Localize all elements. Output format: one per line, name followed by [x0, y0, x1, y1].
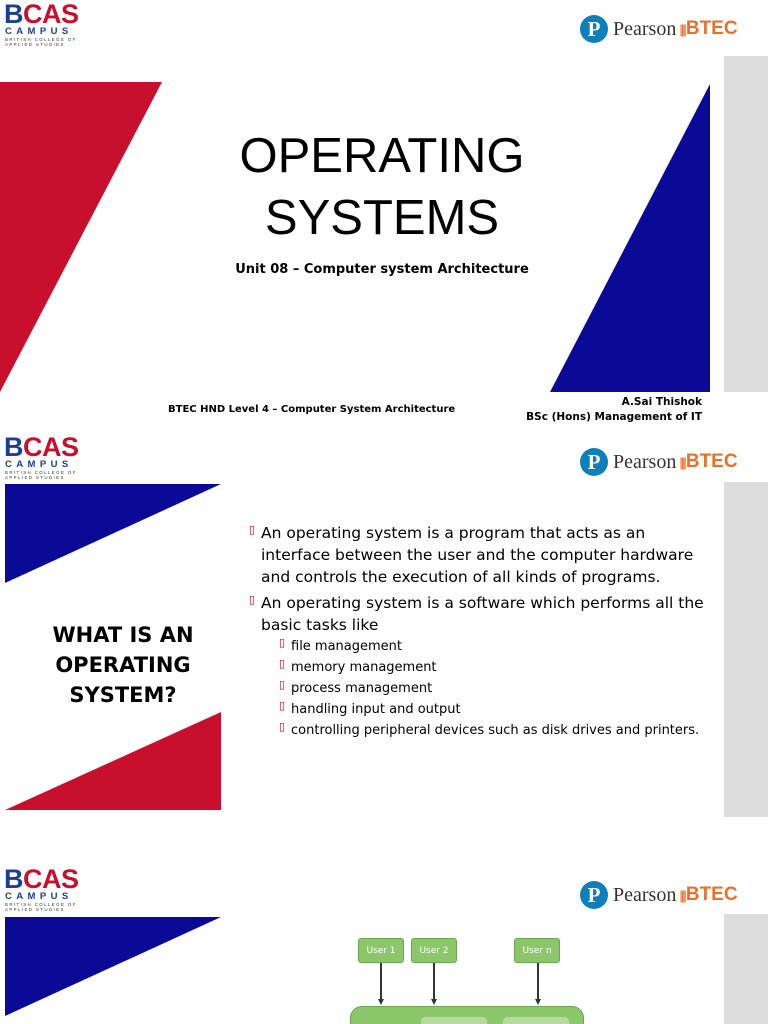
operating-system-box	[350, 1006, 584, 1024]
logo-tagline-2: APPLIED STUDIES	[5, 907, 65, 912]
slide-heading	[30, 620, 216, 710]
arrow-line	[537, 963, 539, 1000]
slide-subtitle: Unit 08 – Computer system Architecture	[235, 262, 529, 277]
pearson-wordmark: Pearson	[613, 17, 677, 40]
bullet-icon: ▯	[279, 720, 286, 733]
arrow-down-icon	[431, 999, 437, 1005]
arrow-down-icon	[535, 999, 541, 1005]
title-slide	[0, 0, 768, 432]
author-block	[526, 395, 702, 425]
sub-bullet-text: file management	[291, 639, 403, 654]
logo-cas: CAS	[23, 864, 79, 894]
logo-b: B	[4, 432, 23, 462]
inner-box	[503, 1017, 569, 1024]
logo-tagline-1: BRITISH COLLEGE OF	[5, 902, 77, 907]
btec-wordmark: BTEC	[685, 884, 738, 905]
sub-list-item	[249, 699, 709, 720]
bullet-icon: ▯	[279, 636, 286, 649]
bullet-icon: ▯	[249, 523, 256, 536]
logo-tagline-2: APPLIED STUDIES	[5, 42, 65, 47]
bullet-icon: ▯	[279, 657, 286, 670]
pearson-icon: P	[580, 15, 608, 43]
list-item	[249, 592, 709, 636]
btec-mark-icon: ||||	[679, 21, 685, 37]
user-box: User 2	[411, 938, 457, 963]
logo-cas: CAS	[23, 0, 79, 29]
logo-campus: CAMPUS	[5, 891, 73, 902]
author-name: A.Sai Thishok	[621, 396, 702, 408]
gray-side-bar	[724, 56, 768, 392]
btec-mark-icon: ||||	[679, 887, 685, 903]
logo-tagline-1: BRITISH COLLEGE OF	[5, 37, 77, 42]
btec-wordmark: BTEC	[685, 18, 738, 39]
gray-side-bar	[724, 482, 768, 817]
sub-bullet-text: memory management	[291, 660, 437, 675]
red-triangle	[5, 712, 221, 810]
navy-triangle	[550, 84, 710, 392]
definition-slide	[0, 432, 768, 864]
logo-b: B	[4, 864, 23, 894]
gray-side-bar	[724, 914, 768, 1024]
author-degree: BSc (Hons) Management of IT	[526, 411, 702, 423]
slide-title	[190, 125, 574, 249]
arrow-line	[433, 963, 435, 1000]
sub-bullet-text: process management	[291, 681, 433, 696]
btec-mark-icon: ||||	[679, 454, 685, 470]
pearson-icon: P	[580, 448, 608, 476]
sub-bullet-text: controlling peripheral devices such as disk drives and printers.	[291, 723, 700, 738]
logo-tagline-2: APPLIED STUDIES	[5, 475, 65, 480]
sub-list-item	[249, 720, 709, 741]
logo-tagline-1: BRITISH COLLEGE OF	[5, 470, 77, 475]
slide-footer: BTEC HND Level 4 – Computer System Architecture	[168, 404, 456, 415]
btec-wordmark: BTEC	[685, 451, 738, 472]
pearson-wordmark: Pearson	[613, 883, 677, 906]
logo-cas: CAS	[23, 432, 79, 462]
title-line-1: OPERATING	[239, 129, 525, 183]
sub-bullet-text: handling input and output	[291, 702, 461, 717]
pearson-icon: P	[580, 881, 608, 909]
list-item	[249, 522, 709, 588]
navy-triangle	[5, 917, 221, 1016]
bullet-text: An operating system is a program that acts as an interface between the user and the computer hardware and controls the execution of all kinds of programs.	[261, 524, 694, 586]
inner-box	[421, 1017, 487, 1024]
heading-line-2: OPERATING	[55, 653, 191, 677]
user-box: User n	[514, 938, 560, 963]
pearson-wordmark: Pearson	[613, 450, 677, 473]
heading-line-3: SYSTEM?	[69, 683, 177, 707]
red-triangle	[0, 82, 162, 392]
bullet-icon: ▯	[279, 678, 286, 691]
bullet-icon: ▯	[249, 593, 256, 606]
sub-list-item	[249, 636, 709, 657]
bullet-icon: ▯	[279, 699, 286, 712]
title-line-2: SYSTEMS	[264, 191, 500, 245]
logo-campus: CAMPUS	[5, 459, 73, 470]
logo-campus: CAMPUS	[5, 26, 73, 37]
bullet-text: An operating system is a software which performs all the basic tasks like	[261, 594, 704, 634]
diagram-slide	[0, 864, 768, 1024]
arrow-line	[380, 963, 382, 1000]
arrow-down-icon	[378, 999, 384, 1005]
user-box: User 1	[358, 938, 404, 963]
heading-line-1: WHAT IS AN	[52, 623, 194, 647]
navy-triangle	[5, 484, 221, 583]
sub-list-item	[249, 678, 709, 699]
bullet-list	[249, 522, 709, 741]
sub-list-item	[249, 657, 709, 678]
logo-b: B	[4, 0, 23, 29]
